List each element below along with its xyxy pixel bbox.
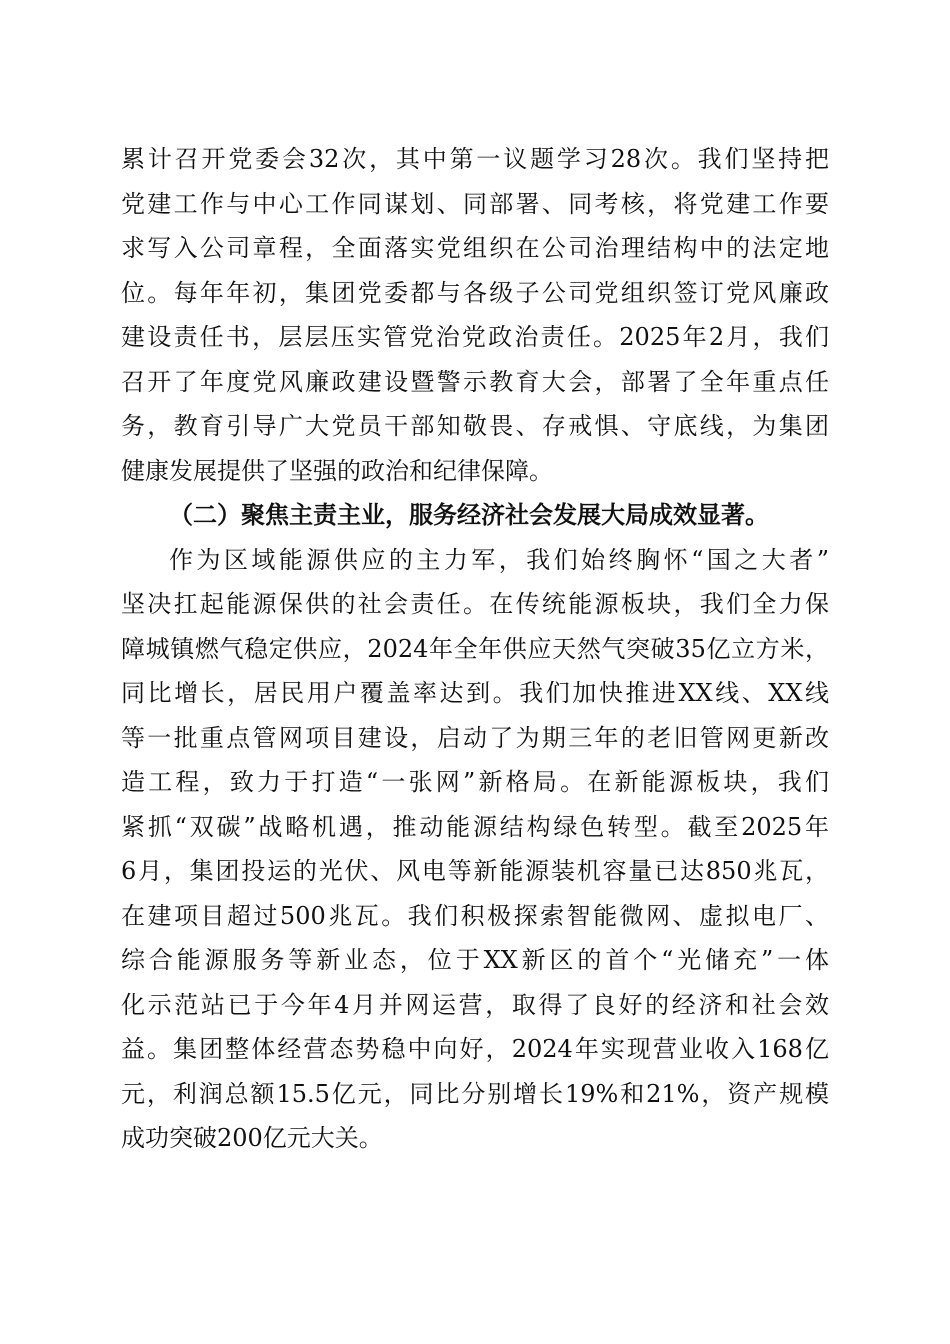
paragraph-2-line: 在建项目超过500兆瓦。我们积极探索智能微网、虚拟电厂、 (121, 901, 829, 930)
paragraph-2-line: 障城镇燃气稳定供应，2024年全年供应天然气突破35亿立方米， (121, 634, 829, 663)
paragraph-1-line: 健康发展提供了坚强的政治和纪律保障。 (121, 456, 553, 485)
paragraph-1-line: 务，教育引导广大党员干部知敬畏、存戒惧、守底线，为集团 (121, 412, 829, 440)
paragraph-1-line: 求写入公司章程，全面落实党组织在公司治理结构中的法定地 (121, 234, 829, 262)
paragraph-1-line: 召开了年度党风廉政建设暨警示教育大会，部署了全年重点任 (121, 367, 829, 396)
paragraph-2-line: 元，利润总额15.5亿元，同比分别增长19%和21%，资产规模 (121, 1079, 829, 1108)
paragraph-2-line: 紧抓“双碳”战略机遇，推动能源结构绿色转型。截至2025年 (121, 812, 829, 841)
paragraph-2-line: 6月，集团投运的光伏、风电等新能源装机容量已达850兆瓦， (121, 857, 829, 885)
paragraph-2-line: 益。集团整体经营态势稳中向好，2024年实现营业收入168亿 (121, 1035, 829, 1063)
paragraph-2-line: 坚决扛起能源保供的社会责任。在传统能源板块，我们全力保 (121, 590, 829, 618)
paragraph-2-line: 化示范站已于今年4月并网运营，取得了良好的经济和社会效 (121, 990, 829, 1019)
paragraph-2-line: 等一批重点管网项目建设，启动了为期三年的老旧管网更新改 (121, 723, 829, 752)
paragraph-2-line: 综合能源服务等新业态，位于XX新区的首个“光储充”一体 (121, 946, 829, 974)
paragraph-2-line: 同比增长，居民用户覆盖率达到。我们加快推进XX线、XX线 (121, 679, 829, 707)
paragraph-1-line: 累计召开党委会32次，其中第一议题学习28次。我们坚持把 (121, 145, 829, 173)
section-heading: （二）聚焦主责主业，服务经济社会发展大局成效显著。 (169, 500, 769, 529)
paragraph-2-line: 造工程，致力于打造“一张网”新格局。在新能源板块，我们 (121, 768, 829, 796)
body-text (121, 137, 829, 1161)
paragraph-1-line: 建设责任书，层层压实管党治党政治责任。2025年2月，我们 (121, 323, 829, 351)
paragraph-1-line: 党建工作与中心工作同谋划、同部署、同考核，将党建工作要 (121, 189, 829, 218)
paragraph-1-line: 位。每年年初，集团党委都与各级子公司党组织签订党风廉政 (121, 278, 829, 307)
paragraph-2-line: 作为区域能源供应的主力军，我们始终胸怀“国之大者” (169, 545, 829, 574)
paragraph-2-line: 成功突破200亿元大关。 (121, 1124, 383, 1152)
